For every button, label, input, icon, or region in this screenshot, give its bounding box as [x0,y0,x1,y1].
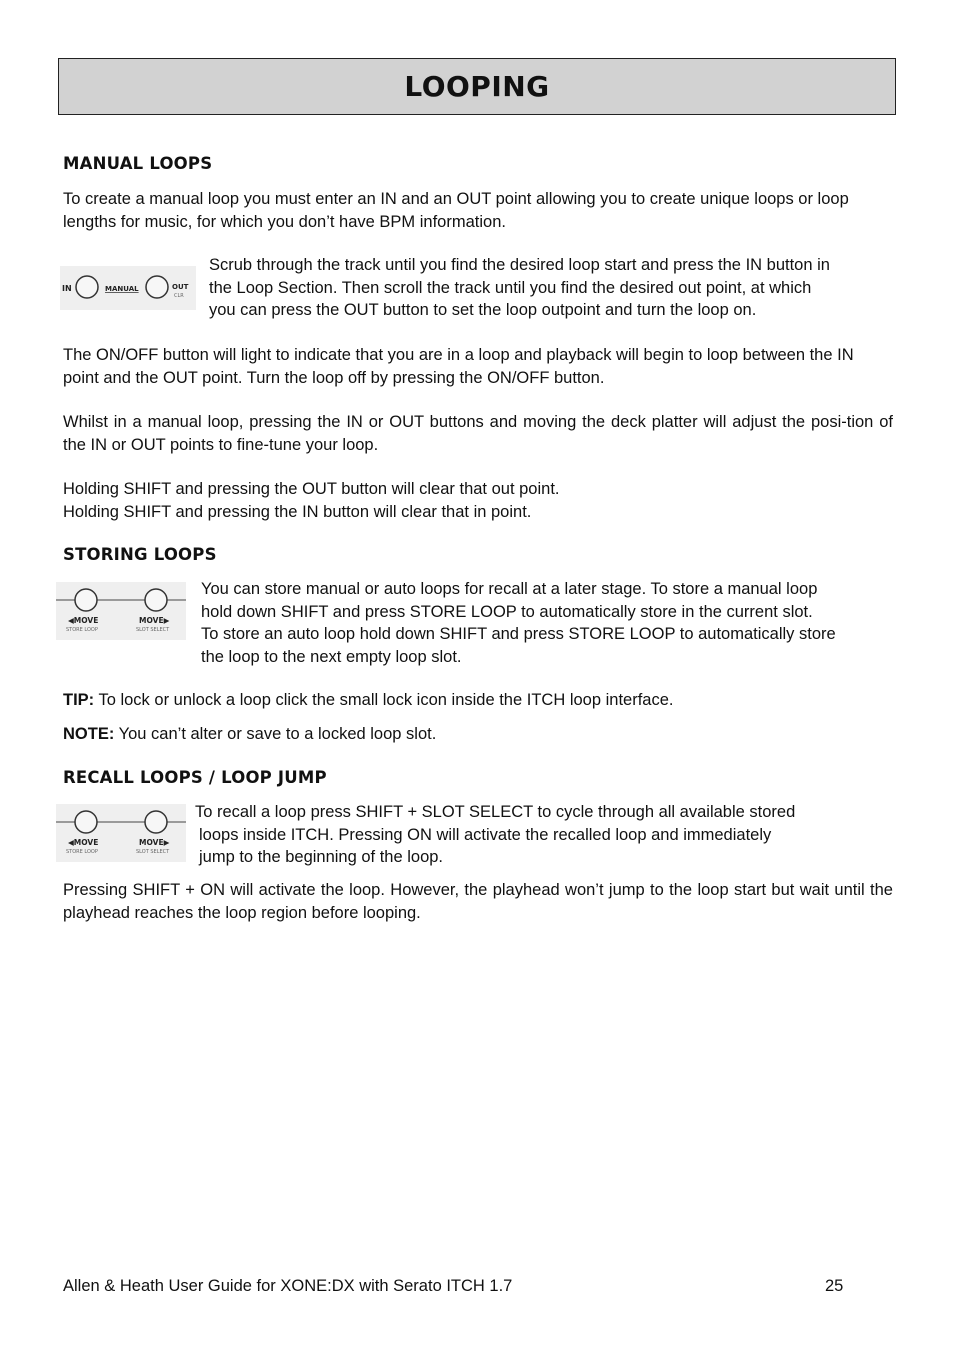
recall-loops-para: Pressing SHIFT + ON will activate the loop. However, the playhead won’t jump to the loop start but wait until the playhead reaches the loop region before looping. [63,881,893,922]
note-paragraph [63,723,893,746]
heading-storing-loops: STORING LOOPS [63,545,217,564]
move-left-button-icon [75,589,97,611]
move-right-label: MOVE▶ [139,838,170,847]
tip-paragraph [63,689,893,712]
side-line: jump to the beginning of the loop. [199,848,444,866]
out-button-icon [146,276,168,298]
move-recall-control-image [56,804,186,862]
in-manual-out-control-image [60,266,196,310]
storing-loops-side-text [201,578,901,668]
footer-page-number: 25 [825,1277,844,1295]
clear-in-line: Holding SHIFT and pressing the IN button will clear that in point. [63,502,532,521]
in-button-icon [76,276,98,298]
side-line: To store an auto loop hold down SHIFT and press STORE LOOP to automatically store [201,625,836,643]
side-line: Scrub through the track until you find the desired loop start and press the IN button in [209,256,830,274]
side-line: To recall a loop press SHIFT + SLOT SELECT to cycle through all available stored [195,803,796,821]
manual-loops-para-onoff: The ON/OFF button will light to indicate that you are in a loop and playback will begin to loop between the IN point and the OUT point. Turn the loop off by pressing the ON/OFF button. [63,346,854,387]
side-line: loops inside ITCH. Pressing ON will activate the recalled loop and immediately [199,825,772,844]
manual-loops-para-clear [63,478,893,523]
slot-select-label: SLOT SELECT [136,627,170,633]
footer-guide-title: Allen & Heath User Guide for XONE:DX with Serato ITCH 1.7 [63,1277,513,1295]
page-title-box [58,58,896,115]
manual-label: MANUAL [105,285,139,293]
note-label: NOTE: [63,725,115,743]
move-right-label: MOVE▶ [139,616,170,625]
clear-out-line: Holding SHIFT and pressing the OUT button will clear that out point. [63,480,560,498]
move-left-label: ◀MOVE [68,616,99,625]
heading-manual-loops: MANUAL LOOPS [63,154,213,173]
manual-loops-intro: To create a manual loop you must enter an IN and an OUT point allowing you to create unique loops or loop lengths for music, for which you don’t have BPM information. [63,190,849,231]
note-text: You can’t alter or save to a locked loop slot. [114,725,437,743]
store-loop-label: STORE LOOP [66,627,98,633]
move-right-button-icon [145,811,167,833]
side-line: You can store manual or auto loops for recall at a later stage. To store a manual loop [201,580,818,598]
move-left-label: ◀MOVE [68,838,99,847]
tip-label: TIP: [63,691,95,709]
side-line: the Loop Section. Then scroll the track until you find the desired out point, at which [209,278,812,297]
side-line: you can press the OUT button to set the loop outpoint and turn the loop on. [209,301,757,319]
page-title: LOOPING [404,70,550,103]
heading-recall-loops: RECALL LOOPS / LOOP JUMP [63,768,327,787]
manual-loops-para-finetune: Whilst in a manual loop, pressing the IN or OUT buttons and moving the deck platter will adjust the posi-tion of the IN or OUT points to fine-tune your loop. [63,413,893,454]
move-store-control-image [56,582,186,640]
out-label: OUT [172,283,189,291]
tip-text: To lock or unlock a loop click the small lock icon inside the ITCH loop interface. [94,691,674,709]
move-right-button-icon [145,589,167,611]
side-line: the loop to the next empty loop slot. [201,647,462,666]
side-line: hold down SHIFT and press STORE LOOP to automatically store in the current slot. [201,602,813,621]
manual-loops-side-text [209,254,899,322]
slot-select-label: SLOT SELECT [136,849,170,855]
recall-loops-side-text [195,801,895,869]
store-loop-label: STORE LOOP [66,849,98,855]
move-left-button-icon [75,811,97,833]
out-sub-label: CLR [174,293,184,299]
in-label: IN [62,284,72,293]
